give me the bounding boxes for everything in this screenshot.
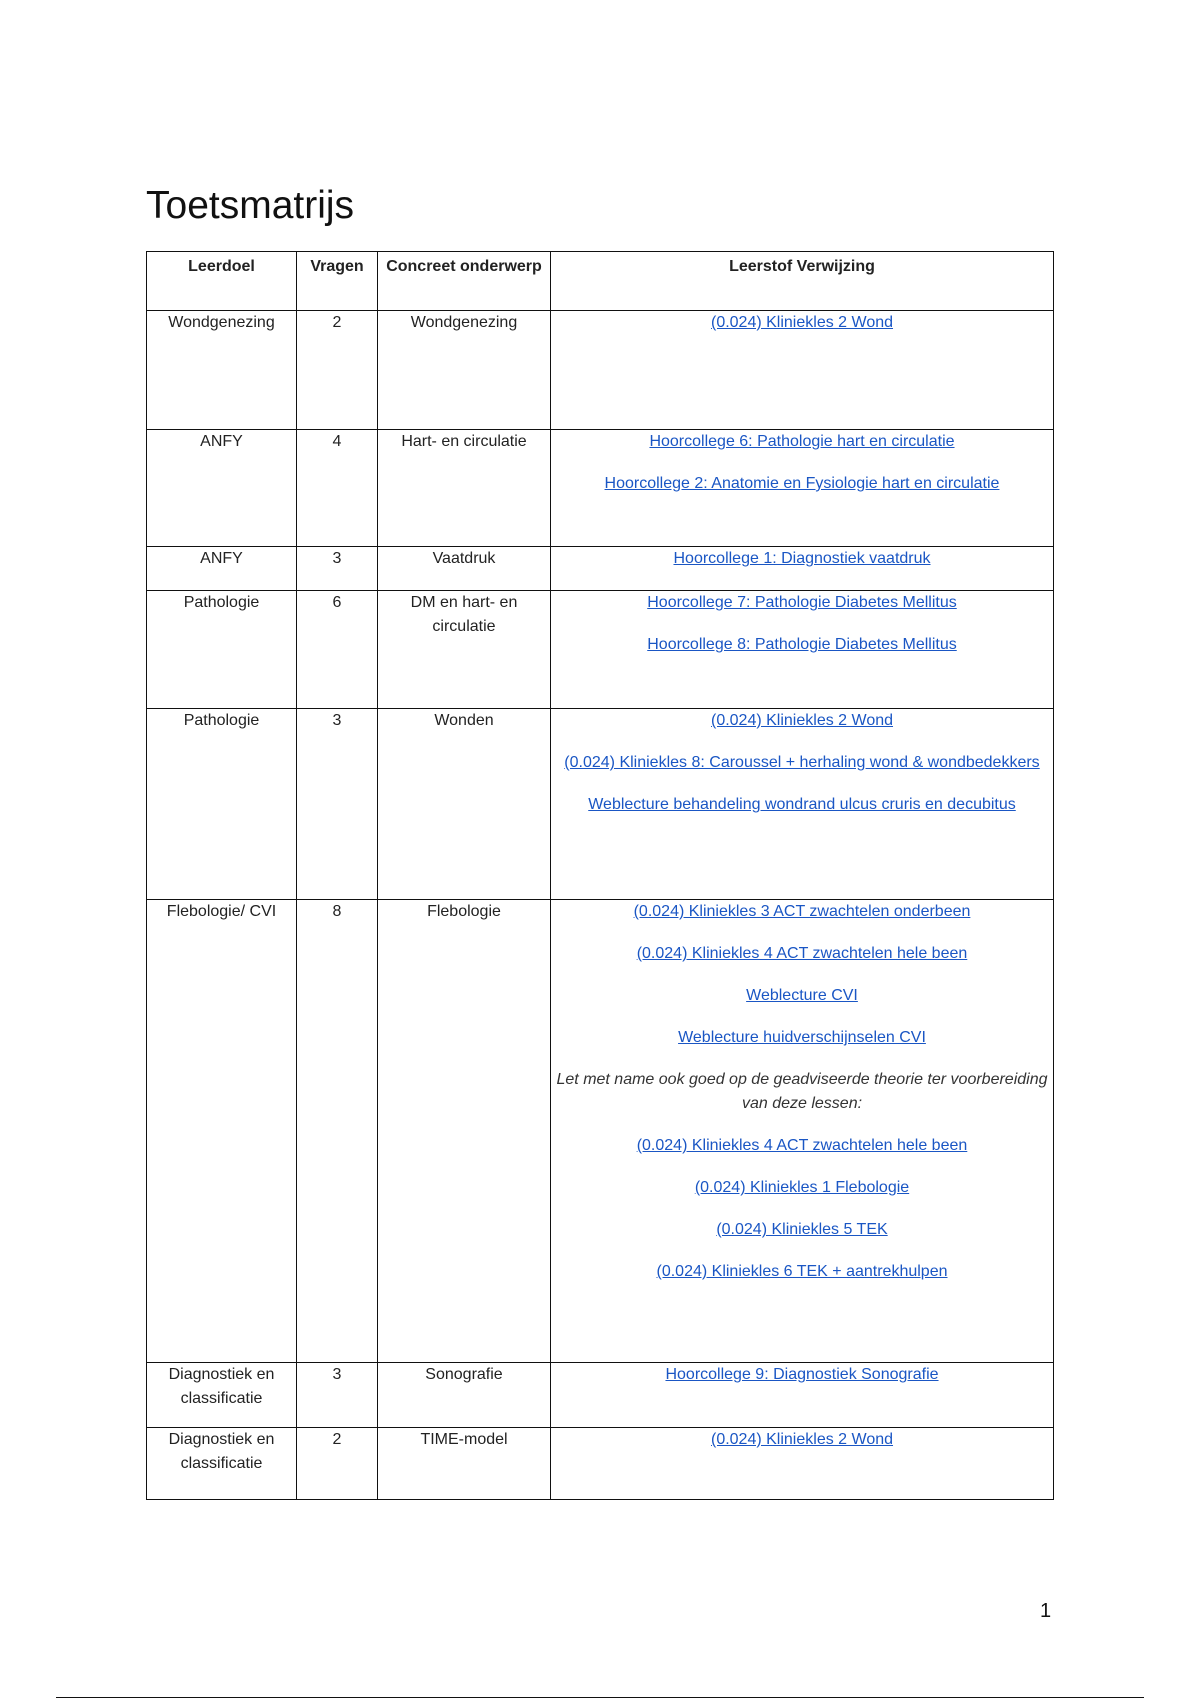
reference-link[interactable]: (0.024) Kliniekles 5 TEK <box>716 1221 888 1238</box>
reference-link[interactable]: (0.024) Kliniekles 3 ACT zwachtelen onderbeen <box>633 903 971 920</box>
cell-verwijzing <box>551 547 1054 591</box>
reference-link[interactable]: (0.024) Kliniekles 2 Wond <box>710 712 894 729</box>
cell-verwijzing <box>551 1428 1054 1500</box>
table-row <box>147 591 1054 709</box>
cell-onderwerp: TIME-model <box>378 1428 551 1500</box>
table-row <box>147 1428 1054 1500</box>
reference-item <box>551 1363 1053 1387</box>
table-row <box>147 1363 1054 1428</box>
table-row <box>147 430 1054 547</box>
reference-item <box>551 709 1053 733</box>
cell-verwijzing <box>551 1363 1054 1428</box>
cell-onderwerp: Flebologie <box>378 900 551 1363</box>
page-title: Toetsmatrijs <box>146 184 355 227</box>
reference-link[interactable]: Hoorcollege 6: Pathologie hart en circulatie <box>649 433 955 450</box>
cell-verwijzing <box>551 430 1054 547</box>
reference-item <box>551 633 1053 657</box>
table-header-row <box>147 252 1054 311</box>
cell-leerdoel: Diagnostiek en classificatie <box>147 1428 297 1500</box>
reference-item <box>551 591 1053 615</box>
reference-item <box>551 942 1053 966</box>
cell-vragen: 2 <box>297 311 378 430</box>
reference-item <box>551 1218 1053 1242</box>
page-bottom-divider <box>56 1697 1144 1698</box>
reference-item <box>551 1134 1053 1158</box>
cell-vragen: 3 <box>297 709 378 900</box>
cell-leerdoel: Wondgenezing <box>147 311 297 430</box>
table-row <box>147 311 1054 430</box>
table-row <box>147 547 1054 591</box>
reference-link[interactable]: Hoorcollege 8: Pathologie Diabetes Mellitus <box>647 636 957 653</box>
reference-item <box>551 547 1053 571</box>
reference-link[interactable]: (0.024) Kliniekles 2 Wond <box>710 1431 894 1448</box>
cell-verwijzing <box>551 900 1054 1363</box>
reference-link[interactable]: (0.024) Kliniekles 8: Caroussel + herhaling wond & wondbedekkers <box>564 754 1040 771</box>
cell-leerdoel: Diagnostiek en classificatie <box>147 1363 297 1428</box>
reference-item <box>551 751 1053 775</box>
cell-vragen: 3 <box>297 547 378 591</box>
cell-vragen: 8 <box>297 900 378 1363</box>
header-vragen: Vragen <box>297 252 378 311</box>
test-matrix-table <box>146 251 1054 1500</box>
reference-item <box>551 1260 1053 1284</box>
reference-link[interactable]: (0.024) Kliniekles 4 ACT zwachtelen hele been <box>636 945 968 962</box>
header-leerdoel: Leerdoel <box>147 252 297 311</box>
cell-onderwerp: Wondgenezing <box>378 311 551 430</box>
cell-verwijzing <box>551 311 1054 430</box>
cell-leerdoel: Pathologie <box>147 709 297 900</box>
cell-leerdoel: ANFY <box>147 547 297 591</box>
reference-item <box>551 984 1053 1008</box>
table-row <box>147 900 1054 1363</box>
reference-item <box>551 311 1053 335</box>
cell-leerdoel: Pathologie <box>147 591 297 709</box>
reference-link[interactable]: (0.024) Kliniekles 2 Wond <box>710 314 894 331</box>
reference-item <box>551 1068 1053 1116</box>
cell-vragen: 2 <box>297 1428 378 1500</box>
reference-link[interactable]: (0.024) Kliniekles 1 Flebologie <box>694 1179 910 1196</box>
reference-item <box>551 793 1053 817</box>
cell-onderwerp: Vaatdruk <box>378 547 551 591</box>
reference-item <box>551 1026 1053 1050</box>
reference-note: Let met name ook goed op de geadviseerde theorie ter voorbereiding van deze lessen: <box>556 1071 1048 1112</box>
reference-link[interactable]: Hoorcollege 9: Diagnostiek Sonografie <box>665 1366 939 1383</box>
reference-item <box>551 1428 1053 1452</box>
header-verwijzing: Leerstof Verwijzing <box>551 252 1054 311</box>
reference-item <box>551 472 1053 496</box>
cell-verwijzing <box>551 591 1054 709</box>
header-onderwerp: Concreet onderwerp <box>378 252 551 311</box>
page-number: 1 <box>1040 1600 1052 1622</box>
cell-vragen: 3 <box>297 1363 378 1428</box>
cell-onderwerp: Hart- en circulatie <box>378 430 551 547</box>
reference-link[interactable]: Weblecture CVI <box>746 987 858 1004</box>
reference-item <box>551 900 1053 924</box>
reference-item <box>551 1176 1053 1200</box>
table-row <box>147 709 1054 900</box>
reference-link[interactable]: (0.024) Kliniekles 4 ACT zwachtelen hele been <box>636 1137 968 1154</box>
cell-onderwerp: Sonografie <box>378 1363 551 1428</box>
cell-verwijzing <box>551 709 1054 900</box>
reference-link[interactable]: Hoorcollege 1: Diagnostiek vaatdruk <box>673 550 931 567</box>
cell-leerdoel: Flebologie/ CVI <box>147 900 297 1363</box>
reference-link[interactable]: (0.024) Kliniekles 6 TEK + aantrekhulpen <box>656 1263 948 1280</box>
cell-leerdoel: ANFY <box>147 430 297 547</box>
cell-vragen: 4 <box>297 430 378 547</box>
cell-onderwerp: Wonden <box>378 709 551 900</box>
reference-link[interactable]: Weblecture huidverschijnselen CVI <box>678 1029 926 1046</box>
reference-item <box>551 430 1053 454</box>
reference-link[interactable]: Hoorcollege 2: Anatomie en Fysiologie hart en circulatie <box>604 475 1000 492</box>
reference-link[interactable]: Hoorcollege 7: Pathologie Diabetes Mellitus <box>647 594 957 611</box>
cell-onderwerp: DM en hart- en circulatie <box>378 591 551 709</box>
cell-vragen: 6 <box>297 591 378 709</box>
reference-link[interactable]: Weblecture behandeling wondrand ulcus cruris en decubitus <box>588 796 1016 813</box>
